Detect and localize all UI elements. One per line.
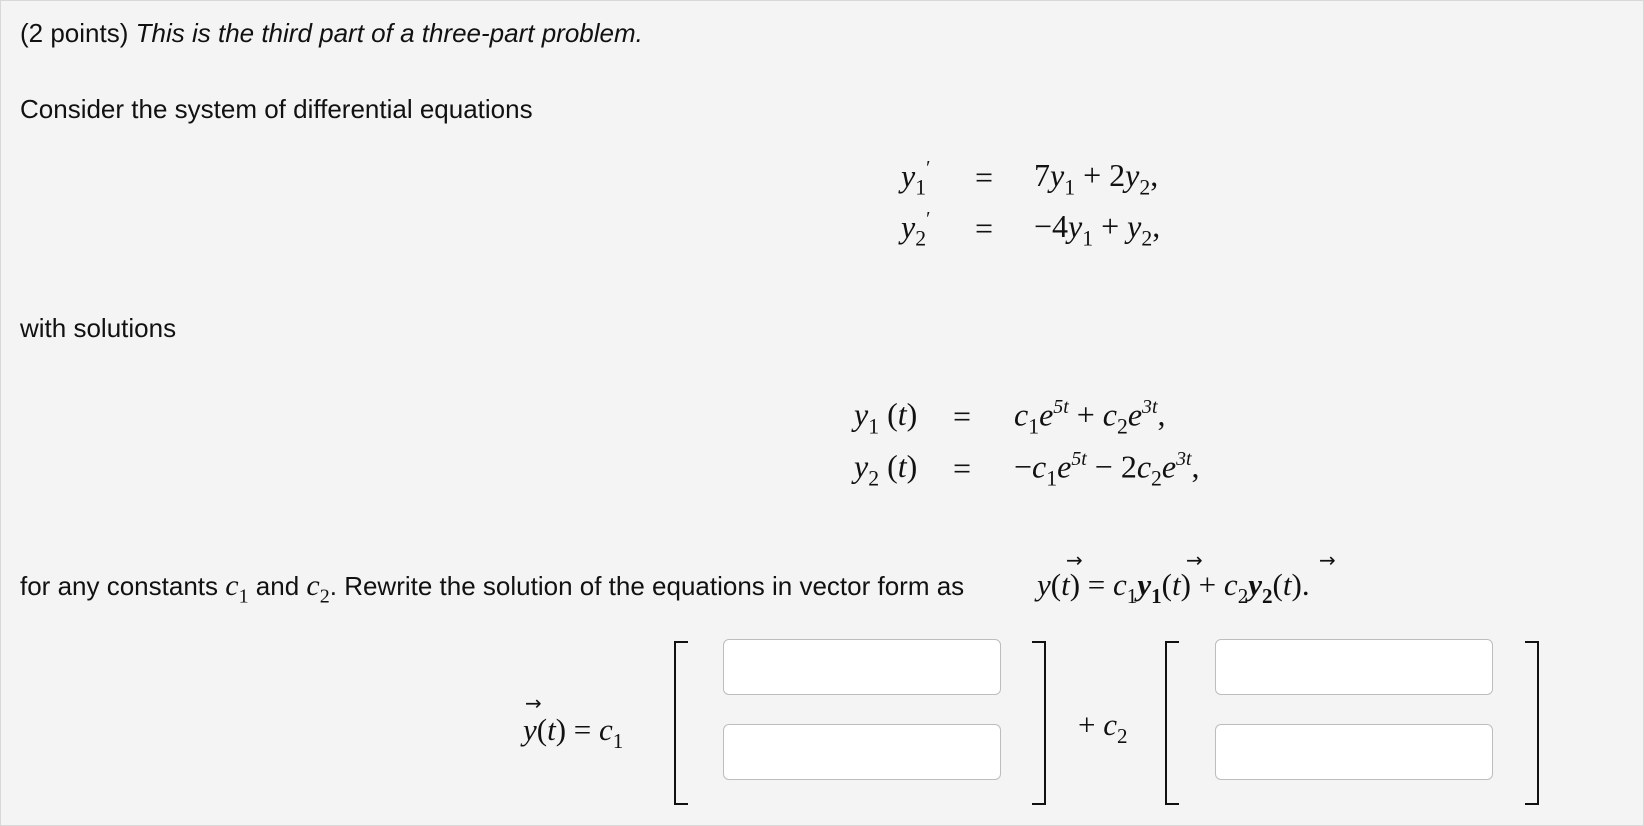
sol-rhs-2: $-c_1e^{5t} - 2c_2e^{3t}$, [1014, 448, 1200, 491]
answer-lhs: $y(t) = c_1$ [523, 712, 624, 753]
equals-sign: = [975, 159, 994, 195]
problem-header [20, 18, 643, 49]
vector1-top-input[interactable] [723, 639, 1001, 695]
equals-sign: = [975, 210, 994, 246]
vector-arrow-icon: → [1186, 548, 1203, 572]
rewrite-sentence: for any constants $c_1$ and $c_2$. Rewrite the solution of the equations in vector form as [20, 569, 965, 608]
ode-lhs-1: $y_1'$ [901, 157, 931, 200]
intro-text: Consider the system of differential equations [20, 94, 533, 124]
equals-sign: = [953, 398, 972, 434]
part-note: This is the third part of a three-part problem. [135, 18, 643, 48]
ode-rhs-1: $7y_1 + 2y_2$, [1034, 157, 1159, 200]
points-label: (2 points) [20, 18, 129, 48]
left-bracket [1165, 641, 1179, 805]
ode-lhs-2: $y_2'$ [901, 208, 931, 251]
vector-arrow-icon: → [1319, 548, 1336, 572]
vector-arrow-icon: → [525, 691, 542, 715]
vector1-bottom-input[interactable] [723, 724, 1001, 780]
ode-rhs-2: $-4y_1 + y_2$, [1034, 208, 1161, 251]
vector-form-expression: $y(t) = c_1y_1(t) + c_2y_2(t)$. [1037, 567, 1310, 608]
right-bracket [1032, 641, 1046, 805]
plus-c2-label: + $c_2$ [1078, 707, 1128, 748]
right-bracket [1525, 641, 1539, 805]
vector-arrow-icon: → [1066, 548, 1083, 572]
equals-sign: = [953, 450, 972, 486]
vector2-top-input[interactable] [1215, 639, 1493, 695]
sol-lhs-2: $y_2$ (t) [854, 448, 918, 491]
with-solutions-text: with solutions [20, 313, 177, 343]
sol-lhs-1: $y_1$ (t) [854, 396, 918, 439]
vector2-bottom-input[interactable] [1215, 724, 1493, 780]
left-bracket [674, 641, 688, 805]
sol-rhs-1: $c_1e^{5t} + c_2e^{3t}$, [1014, 396, 1166, 439]
